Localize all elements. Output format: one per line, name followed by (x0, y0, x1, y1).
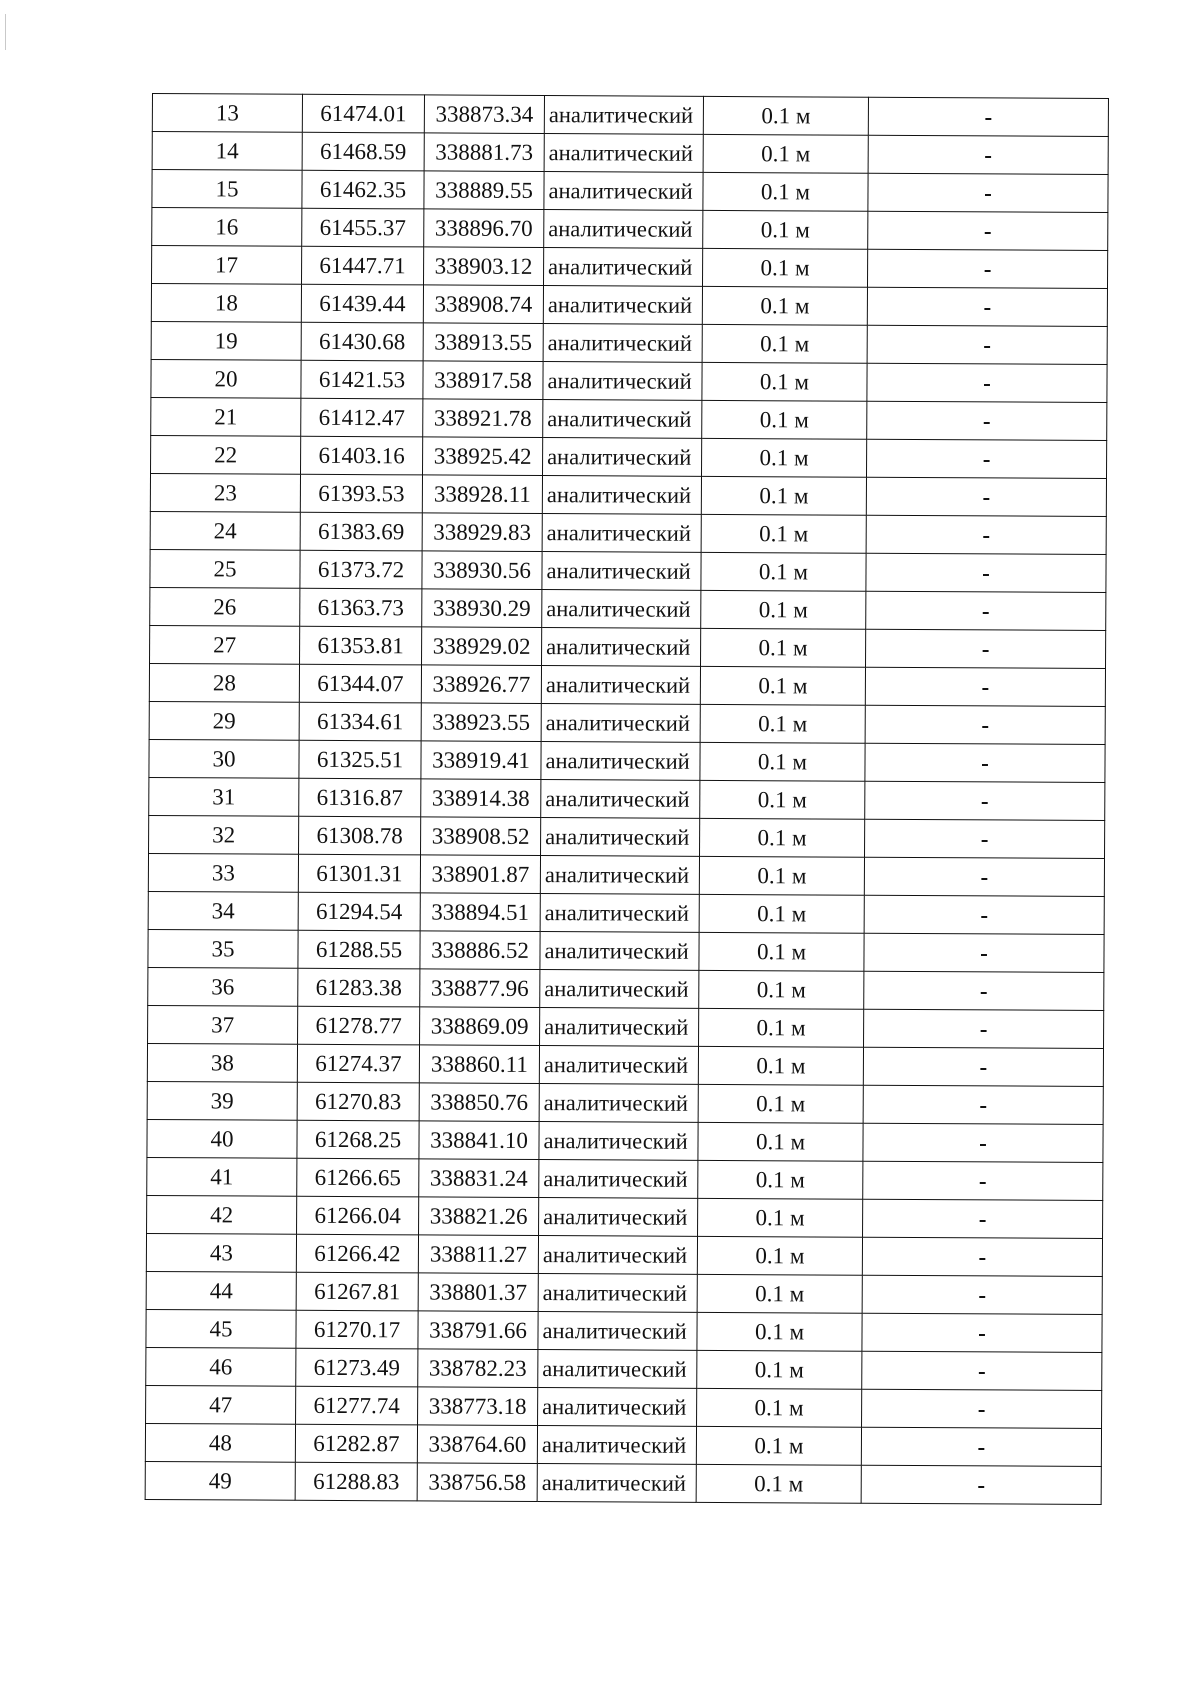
accuracy-cell: 0.1 м (702, 438, 867, 477)
point-number-cell: 41 (147, 1157, 297, 1196)
x-coordinate-cell: 61278.77 (298, 1006, 420, 1045)
method-cell: аналитический (539, 1046, 698, 1085)
method-cell: аналитический (543, 362, 702, 401)
note-cell: - (862, 1313, 1102, 1352)
accuracy-cell: 0.1 м (697, 1274, 862, 1313)
point-number-cell: 15 (152, 170, 302, 209)
x-coordinate-cell: 61288.55 (298, 930, 420, 969)
x-coordinate-cell: 61274.37 (297, 1044, 419, 1083)
accuracy-cell: 0.1 м (703, 172, 868, 211)
note-cell: - (867, 363, 1107, 402)
accuracy-cell: 0.1 м (696, 1464, 861, 1503)
method-cell: аналитический (541, 742, 700, 781)
table-row (147, 1119, 1103, 1162)
note-cell: - (866, 629, 1106, 668)
point-number-cell: 38 (147, 1043, 297, 1082)
x-coordinate-cell: 61294.54 (298, 892, 420, 931)
coordinates-table-body (145, 94, 1108, 1505)
accuracy-cell: 0.1 м (702, 248, 867, 287)
note-cell: - (864, 857, 1104, 896)
note-cell: - (866, 553, 1106, 592)
x-coordinate-cell: 61268.25 (297, 1120, 419, 1159)
point-number-cell: 29 (149, 701, 299, 740)
y-coordinate-cell: 338791.66 (418, 1311, 538, 1350)
point-number-cell: 26 (150, 587, 300, 626)
x-coordinate-cell: 61334.61 (299, 702, 421, 741)
x-coordinate-cell: 61266.42 (296, 1234, 418, 1273)
note-cell: - (863, 1123, 1103, 1162)
y-coordinate-cell: 338928.11 (422, 475, 542, 514)
y-coordinate-cell: 338925.42 (423, 437, 543, 476)
note-cell: - (862, 1351, 1102, 1390)
note-cell: - (864, 933, 1104, 972)
note-cell: - (865, 743, 1105, 782)
table-row (146, 1385, 1102, 1428)
note-cell: - (868, 211, 1108, 250)
table-row (152, 246, 1108, 289)
x-coordinate-cell: 61270.17 (296, 1310, 418, 1349)
y-coordinate-cell: 338850.76 (419, 1083, 539, 1122)
table-row (147, 1157, 1103, 1200)
accuracy-cell: 0.1 м (697, 1388, 862, 1427)
x-coordinate-cell: 61383.69 (300, 512, 422, 551)
point-number-cell: 39 (147, 1081, 297, 1120)
method-cell: аналитический (541, 780, 700, 819)
table-row (150, 625, 1106, 668)
x-coordinate-cell: 61439.44 (301, 284, 423, 323)
x-coordinate-cell: 61393.53 (300, 474, 422, 513)
y-coordinate-cell: 338886.52 (420, 931, 540, 970)
accuracy-cell: 0.1 м (701, 552, 866, 591)
table-row (150, 549, 1106, 592)
method-cell: аналитический (540, 1008, 699, 1047)
accuracy-cell: 0.1 м (702, 324, 867, 363)
table-row (149, 815, 1105, 858)
note-cell: - (867, 325, 1107, 364)
method-cell: аналитический (541, 704, 700, 743)
x-coordinate-cell: 61455.37 (302, 208, 424, 247)
method-cell: аналитический (544, 96, 703, 135)
point-number-cell: 20 (151, 359, 301, 398)
point-number-cell: 32 (149, 815, 299, 854)
table-row (146, 1271, 1102, 1314)
point-number-cell: 48 (145, 1423, 295, 1462)
method-cell: аналитический (538, 1274, 697, 1313)
y-coordinate-cell: 338889.55 (424, 171, 544, 210)
table-row (146, 1347, 1102, 1390)
y-coordinate-cell: 338919.41 (421, 741, 541, 780)
table-row (151, 284, 1107, 327)
accuracy-cell: 0.1 м (697, 1236, 862, 1275)
table-row (145, 1461, 1101, 1504)
note-cell: - (862, 1237, 1102, 1276)
table-row (150, 587, 1106, 630)
table-row (149, 663, 1105, 706)
accuracy-cell: 0.1 м (698, 1084, 863, 1123)
accuracy-cell: 0.1 м (699, 894, 864, 933)
y-coordinate-cell: 338908.74 (423, 285, 543, 324)
x-coordinate-cell: 61270.83 (297, 1082, 419, 1121)
table-row (152, 94, 1108, 137)
note-cell: - (867, 401, 1107, 440)
accuracy-cell: 0.1 м (701, 476, 866, 515)
accuracy-cell: 0.1 м (700, 742, 865, 781)
y-coordinate-cell: 338929.83 (422, 513, 542, 552)
table-row (148, 1005, 1104, 1048)
point-number-cell: 49 (145, 1461, 295, 1500)
accuracy-cell: 0.1 м (701, 590, 866, 629)
point-number-cell: 35 (148, 929, 298, 968)
method-cell: аналитический (540, 970, 699, 1009)
y-coordinate-cell: 338756.58 (417, 1463, 537, 1502)
note-cell: - (863, 1161, 1103, 1200)
note-cell: - (866, 439, 1106, 478)
x-coordinate-cell: 61266.65 (297, 1158, 419, 1197)
method-cell: аналитический (540, 932, 699, 971)
note-cell: - (864, 971, 1104, 1010)
y-coordinate-cell: 338894.51 (420, 893, 540, 932)
x-coordinate-cell: 61373.72 (300, 550, 422, 589)
point-number-cell: 14 (152, 132, 302, 171)
note-cell: - (863, 1085, 1103, 1124)
accuracy-cell: 0.1 м (703, 134, 868, 173)
table-row (145, 1423, 1101, 1466)
point-number-cell: 22 (151, 435, 301, 474)
x-coordinate-cell: 61353.81 (300, 626, 422, 665)
point-number-cell: 36 (148, 967, 298, 1006)
point-number-cell: 47 (146, 1385, 296, 1424)
y-coordinate-cell: 338860.11 (419, 1045, 539, 1084)
method-cell: аналитический (539, 1198, 698, 1237)
accuracy-cell: 0.1 м (699, 970, 864, 1009)
y-coordinate-cell: 338869.09 (420, 1007, 540, 1046)
y-coordinate-cell: 338896.70 (424, 209, 544, 248)
x-coordinate-cell: 61468.59 (302, 132, 424, 171)
note-cell: - (865, 781, 1105, 820)
table-row (151, 321, 1107, 364)
accuracy-cell: 0.1 м (702, 362, 867, 401)
method-cell: аналитический (539, 1122, 698, 1161)
accuracy-cell: 0.1 м (701, 628, 866, 667)
point-number-cell: 21 (151, 397, 301, 436)
x-coordinate-cell: 61474.01 (302, 94, 424, 133)
x-coordinate-cell: 61283.38 (298, 968, 420, 1007)
accuracy-cell: 0.1 м (698, 1046, 863, 1085)
table-row (152, 132, 1108, 175)
y-coordinate-cell: 338811.27 (418, 1235, 538, 1274)
method-cell: аналитический (542, 514, 701, 553)
x-coordinate-cell: 61277.74 (296, 1386, 418, 1425)
y-coordinate-cell: 338921.78 (423, 399, 543, 438)
method-cell: аналитический (540, 894, 699, 933)
accuracy-cell: 0.1 м (699, 1008, 864, 1047)
table-row (147, 1195, 1103, 1238)
method-cell: аналитический (542, 628, 701, 667)
note-cell: - (864, 895, 1104, 934)
x-coordinate-cell: 61267.81 (296, 1272, 418, 1311)
y-coordinate-cell: 338903.12 (423, 247, 543, 286)
note-cell: - (862, 1389, 1102, 1428)
table-row (148, 891, 1104, 934)
note-cell: - (865, 819, 1105, 858)
point-number-cell: 43 (146, 1233, 296, 1272)
y-coordinate-cell: 338914.38 (421, 779, 541, 818)
method-cell: аналитический (544, 210, 703, 249)
note-cell: - (867, 287, 1107, 326)
table-row (148, 967, 1104, 1010)
point-number-cell: 30 (149, 739, 299, 778)
point-number-cell: 31 (149, 777, 299, 816)
point-number-cell: 24 (150, 511, 300, 550)
x-coordinate-cell: 61430.68 (301, 322, 423, 361)
method-cell: аналитический (544, 172, 703, 211)
x-coordinate-cell: 61363.73 (300, 588, 422, 627)
point-number-cell: 45 (146, 1309, 296, 1348)
point-number-cell: 19 (151, 321, 301, 360)
note-cell: - (864, 1009, 1104, 1048)
note-cell: - (866, 591, 1106, 630)
method-cell: аналитический (538, 1236, 697, 1275)
point-number-cell: 17 (152, 246, 302, 285)
accuracy-cell: 0.1 м (699, 856, 864, 895)
table-row (148, 853, 1104, 896)
accuracy-cell: 0.1 м (698, 1122, 863, 1161)
x-coordinate-cell: 61282.87 (295, 1424, 417, 1463)
x-coordinate-cell: 61412.47 (301, 398, 423, 437)
method-cell: аналитический (538, 1388, 697, 1427)
table-row (150, 511, 1106, 554)
y-coordinate-cell: 338901.87 (420, 855, 540, 894)
table-row (152, 170, 1108, 213)
note-cell: - (863, 1199, 1103, 1238)
scan-edge-mark (5, 14, 6, 50)
method-cell: аналитический (544, 134, 703, 173)
y-coordinate-cell: 338926.77 (421, 665, 541, 704)
x-coordinate-cell: 61325.51 (299, 740, 421, 779)
x-coordinate-cell: 61447.71 (302, 246, 424, 285)
note-cell: - (867, 249, 1107, 288)
accuracy-cell: 0.1 м (698, 1198, 863, 1237)
method-cell: аналитический (542, 552, 701, 591)
point-number-cell: 37 (148, 1005, 298, 1044)
table-row (151, 359, 1107, 402)
y-coordinate-cell: 338841.10 (419, 1121, 539, 1160)
table-row (147, 1081, 1103, 1124)
y-coordinate-cell: 338929.02 (422, 627, 542, 666)
y-coordinate-cell: 338773.18 (418, 1387, 538, 1426)
method-cell: аналитический (542, 476, 701, 515)
point-number-cell: 44 (146, 1271, 296, 1310)
note-cell: - (868, 97, 1108, 136)
method-cell: аналитический (543, 286, 702, 325)
x-coordinate-cell: 61301.31 (298, 854, 420, 893)
table-row (151, 435, 1107, 478)
y-coordinate-cell: 338782.23 (418, 1349, 538, 1388)
accuracy-cell: 0.1 м (702, 400, 867, 439)
accuracy-cell: 0.1 м (700, 666, 865, 705)
x-coordinate-cell: 61266.04 (297, 1196, 419, 1235)
note-cell: - (865, 667, 1105, 706)
table-row (149, 777, 1105, 820)
point-number-cell: 27 (150, 625, 300, 664)
method-cell: аналитический (543, 400, 702, 439)
accuracy-cell: 0.1 м (703, 96, 868, 135)
point-number-cell: 34 (148, 891, 298, 930)
table-row (150, 473, 1106, 516)
accuracy-cell: 0.1 м (697, 1350, 862, 1389)
note-cell: - (865, 705, 1105, 744)
note-cell: - (861, 1465, 1101, 1504)
note-cell: - (868, 135, 1108, 174)
point-number-cell: 40 (147, 1119, 297, 1158)
method-cell: аналитический (541, 818, 700, 857)
accuracy-cell: 0.1 м (697, 1312, 862, 1351)
method-cell: аналитический (537, 1464, 696, 1503)
note-cell: - (863, 1047, 1103, 1086)
point-number-cell: 18 (151, 284, 301, 323)
note-cell: - (866, 515, 1106, 554)
accuracy-cell: 0.1 м (701, 514, 866, 553)
note-cell: - (862, 1275, 1102, 1314)
accuracy-cell: 0.1 м (700, 704, 865, 743)
table-row (147, 1043, 1103, 1086)
y-coordinate-cell: 338930.29 (422, 589, 542, 628)
method-cell: аналитический (539, 1160, 698, 1199)
accuracy-cell: 0.1 м (699, 932, 864, 971)
method-cell: аналитический (538, 1312, 697, 1351)
y-coordinate-cell: 338917.58 (423, 361, 543, 400)
method-cell: аналитический (543, 438, 702, 477)
point-number-cell: 46 (146, 1347, 296, 1386)
y-coordinate-cell: 338801.37 (418, 1273, 538, 1312)
point-number-cell: 42 (147, 1195, 297, 1234)
y-coordinate-cell: 338881.73 (424, 133, 544, 172)
accuracy-cell: 0.1 м (698, 1160, 863, 1199)
y-coordinate-cell: 338831.24 (419, 1159, 539, 1198)
x-coordinate-cell: 61344.07 (299, 664, 421, 703)
x-coordinate-cell: 61421.53 (301, 360, 423, 399)
y-coordinate-cell: 338913.55 (423, 323, 543, 362)
accuracy-cell: 0.1 м (703, 210, 868, 249)
method-cell: аналитический (539, 1084, 698, 1123)
method-cell: аналитический (541, 666, 700, 705)
y-coordinate-cell: 338877.96 (420, 969, 540, 1008)
point-number-cell: 13 (152, 94, 302, 133)
x-coordinate-cell: 61273.49 (296, 1348, 418, 1387)
method-cell: аналитический (538, 1350, 697, 1389)
point-number-cell: 23 (150, 473, 300, 512)
point-number-cell: 16 (152, 208, 302, 247)
y-coordinate-cell: 338930.56 (422, 551, 542, 590)
accuracy-cell: 0.1 м (700, 818, 865, 857)
table-row (151, 397, 1107, 440)
point-number-cell: 28 (149, 663, 299, 702)
table-row (149, 701, 1105, 744)
table-row (149, 739, 1105, 782)
note-cell: - (861, 1427, 1101, 1466)
y-coordinate-cell: 338923.55 (421, 703, 541, 742)
x-coordinate-cell: 61316.87 (299, 778, 421, 817)
method-cell: аналитический (543, 248, 702, 287)
table-row (152, 208, 1108, 251)
accuracy-cell: 0.1 м (702, 286, 867, 325)
x-coordinate-cell: 61403.16 (301, 436, 423, 475)
table-row (146, 1309, 1102, 1352)
method-cell: аналитический (540, 856, 699, 895)
coordinates-table (145, 93, 1109, 1505)
accuracy-cell: 0.1 м (700, 780, 865, 819)
x-coordinate-cell: 61308.78 (299, 816, 421, 855)
method-cell: аналитический (537, 1426, 696, 1465)
table-row (146, 1233, 1102, 1276)
point-number-cell: 33 (148, 853, 298, 892)
y-coordinate-cell: 338821.26 (419, 1197, 539, 1236)
method-cell: аналитический (543, 324, 702, 363)
y-coordinate-cell: 338873.34 (424, 95, 544, 134)
y-coordinate-cell: 338908.52 (421, 817, 541, 856)
method-cell: аналитический (542, 590, 701, 629)
x-coordinate-cell: 61288.83 (295, 1462, 417, 1501)
note-cell: - (866, 477, 1106, 516)
x-coordinate-cell: 61462.35 (302, 170, 424, 209)
table-row (148, 929, 1104, 972)
point-number-cell: 25 (150, 549, 300, 588)
y-coordinate-cell: 338764.60 (417, 1425, 537, 1464)
accuracy-cell: 0.1 м (696, 1426, 861, 1465)
note-cell: - (868, 173, 1108, 212)
